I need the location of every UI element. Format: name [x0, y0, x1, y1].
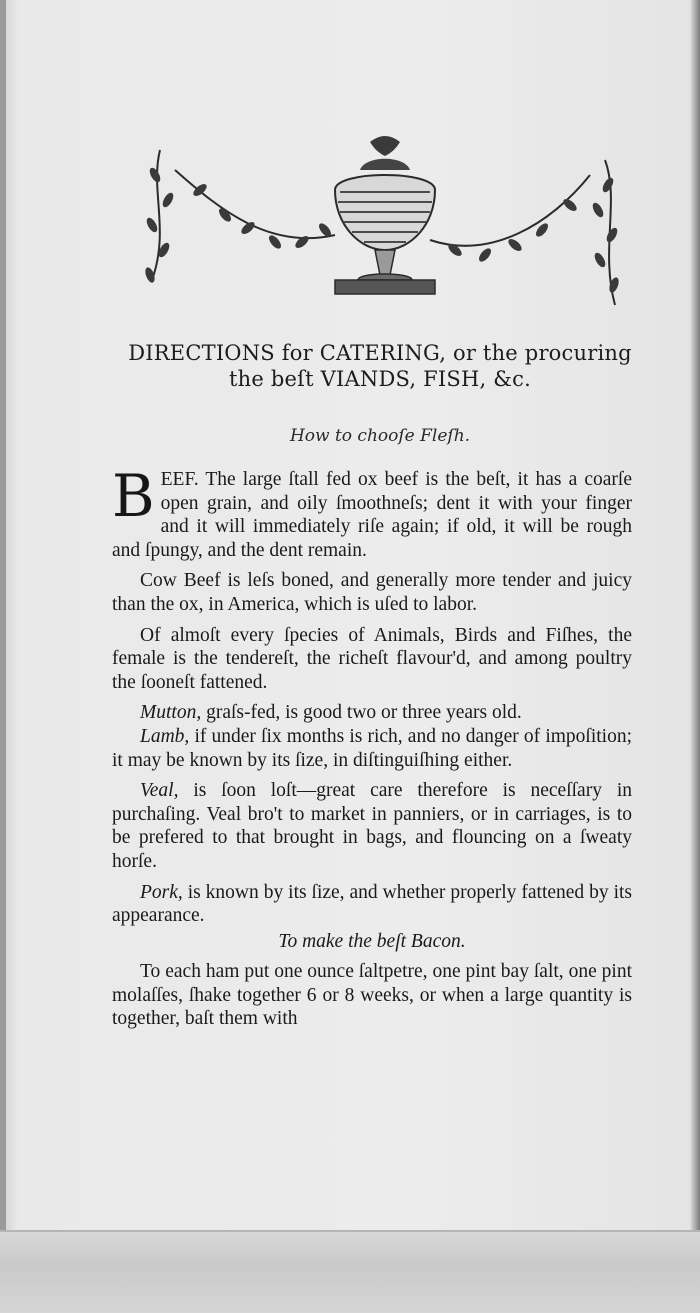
- lamb-label: Lamb,: [140, 725, 190, 747]
- paragraph-lamb: [112, 725, 632, 772]
- body-text: [112, 462, 632, 1038]
- bacon-heading: To make the beſt Bacon.: [278, 930, 466, 952]
- urn-garland-ornament: [130, 130, 640, 315]
- paragraph-mutton: [112, 701, 632, 725]
- veal-text: is ſoon loſt—great care therefore is neceſſary in purchaſing. Veal bro't to market in panniers, or in carriages, is to be prefered to that brought in bags, and flouncing on a ſweaty horſe.: [112, 780, 632, 872]
- veal-label: Veal,: [140, 780, 179, 802]
- paragraph-bacon: To each ham put one ounce ſaltpetre, one pint bay ſalt, one pint molaſſes, ſhake together 6 or 8 weeks, or when a large quantity is together, baſt them with: [112, 961, 632, 1030]
- beef-text: EEF. The large ſtall fed ox beef is the beſt, it has a coarſe open grain, and oily ſmoothneſs; dent it with your finger and it will immediately riſe again; if old, it will be rough and ſpungy, and the dent remain.: [112, 469, 632, 561]
- page-bottom-fold: [0, 1230, 700, 1313]
- mutton-label: Mutton,: [140, 702, 202, 724]
- drop-cap: B: [112, 462, 155, 530]
- paragraph-veal: [112, 779, 632, 873]
- pork-label: Pork,: [140, 881, 183, 903]
- page-heading: [110, 340, 650, 392]
- paragraph-species: Of almoſt every ſpecies of Animals, Birds and Fiſhes, the female is the tendereſt, the richeſt flavour'd, and among poultry the ſooneſt fattened.: [112, 624, 632, 693]
- pork-text: is known by its ſize, and whether properly fattened by its appearance.: [112, 881, 632, 927]
- mutton-text: graſs-fed, is good two or three years old.: [201, 702, 522, 724]
- paragraph-cow-beef: Cow Beef is leſs boned, and generally more tender and juicy than the ox, in America, which is uſed to labor.: [112, 570, 632, 615]
- section-subheading: How to chooſe Fleſh.: [289, 426, 471, 446]
- page-left-edge: [0, 0, 6, 1313]
- heading-line-2: the beſt VIANDS, FISH, &c.: [229, 367, 531, 391]
- paragraph-beef: [112, 462, 632, 562]
- lamb-text: if under ſix months is rich, and no danger of impoſition; it may be known by its ſize, in diſtinguiſhing either.: [112, 725, 632, 771]
- page-right-edge: [690, 0, 700, 1313]
- paragraph-pork: [112, 881, 632, 928]
- heading-line-1: DIRECTIONS for CATERING, or the procuring: [128, 341, 632, 365]
